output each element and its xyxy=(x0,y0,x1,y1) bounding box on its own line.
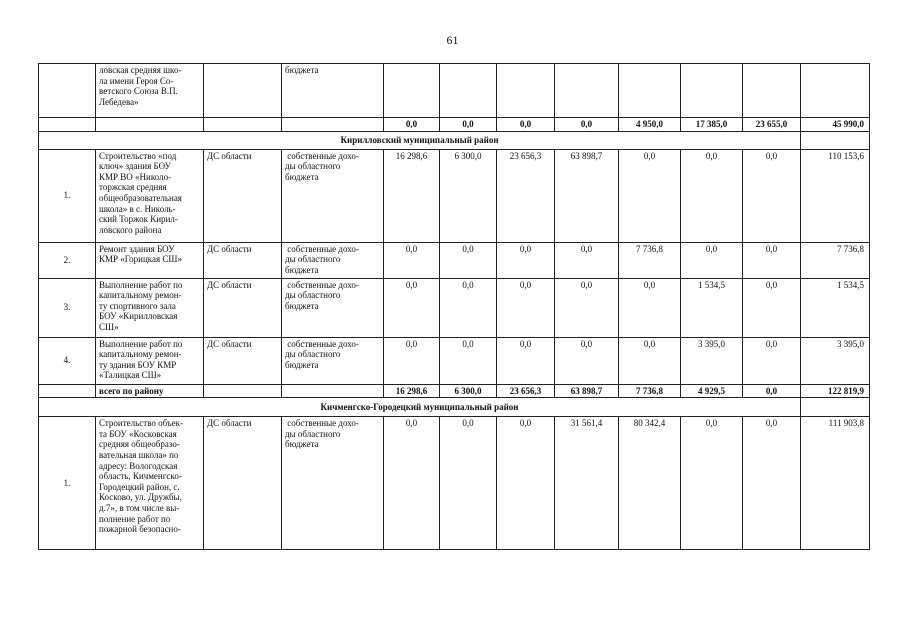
value: 0,0 xyxy=(440,278,497,337)
row-number: 3. xyxy=(39,278,96,337)
value: 0,0 xyxy=(743,417,801,550)
object-name-cell xyxy=(96,337,204,384)
value: 3 395,0 xyxy=(681,337,743,384)
value: 3 395,0 xyxy=(801,337,870,384)
customer: ДС области xyxy=(204,149,282,242)
value-cell xyxy=(619,64,681,118)
value: 0,0 xyxy=(619,149,681,242)
total-value: 0,0 xyxy=(440,118,497,132)
object-name: Выполнение работ по капитальному ремон- ту спортивного зала БОУ «Кирилловская СШ» xyxy=(99,279,183,332)
value: 1 534,5 xyxy=(801,278,870,337)
value: 0,0 xyxy=(743,149,801,242)
value: 80 342,4 xyxy=(619,417,681,550)
empty-cell xyxy=(801,398,870,417)
table-row xyxy=(39,242,870,278)
page-number: 61 xyxy=(446,33,459,47)
table-row xyxy=(39,417,870,550)
object-name: ловская средняя шко- ла имени Героя Со- ветского Союза В.П. Лебедева» xyxy=(99,65,182,107)
source-cell xyxy=(282,417,384,550)
object-name: Ремонт здания БОУ КМР «Горицкая СШ» xyxy=(99,243,183,265)
value: 0,0 xyxy=(619,337,681,384)
budget-table xyxy=(38,63,870,550)
empty-cell xyxy=(282,384,384,398)
object-name-cell xyxy=(96,242,204,278)
object-name-cell xyxy=(96,149,204,242)
funding-source: собственные дохо- ды областного бюджета xyxy=(285,150,359,182)
table-row xyxy=(39,337,870,384)
continuation-row xyxy=(39,64,870,118)
total-value: 23 655,0 xyxy=(743,118,801,132)
source-cell xyxy=(282,64,384,118)
funding-source: собственные дохо- ды областного бюджета xyxy=(285,418,359,450)
section-header-row xyxy=(39,131,870,149)
value: 0,0 xyxy=(681,417,743,550)
value: 111 903,8 xyxy=(801,417,870,550)
object-name-cell xyxy=(96,278,204,337)
value: 0,0 xyxy=(440,417,497,550)
value: 0,0 xyxy=(555,242,619,278)
total-value: 6 300,0 xyxy=(440,384,497,398)
value-cell xyxy=(681,64,743,118)
value: 63 898,7 xyxy=(555,149,619,242)
total-value: 0,0 xyxy=(555,118,619,132)
value: 0,0 xyxy=(619,278,681,337)
value-cell xyxy=(384,64,440,118)
object-name: Строительство объек- та БОУ «Косковская средняя общеобразо- вательная школа» по адресу: Вологодская область, Кичменгско- Городецкий район, с. Косково, ул. Дружбы, д.7», в том числе вы- полнение работ по пожарной безопасно- xyxy=(99,418,184,535)
value: 6 300,0 xyxy=(440,149,497,242)
total-value: 0,0 xyxy=(743,384,801,398)
object-name: Выполнение работ по капитальному ремон- ту здания БОУ КМР «Талицкая СШ» xyxy=(99,338,183,381)
value: 0,0 xyxy=(440,242,497,278)
customer-cell xyxy=(204,64,282,118)
source-cell xyxy=(282,242,384,278)
value: 0,0 xyxy=(497,278,555,337)
empty-cell xyxy=(801,131,870,149)
table-row xyxy=(39,149,870,242)
row-number: 1. xyxy=(39,417,96,550)
total-value: 45 990,0 xyxy=(801,118,870,132)
section-header-row xyxy=(39,398,870,417)
value: 0,0 xyxy=(743,337,801,384)
customer: ДС области xyxy=(204,242,282,278)
value: 1 534,5 xyxy=(681,278,743,337)
customer: ДС области xyxy=(204,337,282,384)
value: 0,0 xyxy=(681,242,743,278)
value: 31 561,4 xyxy=(555,417,619,550)
value: 0,0 xyxy=(384,417,440,550)
value: 0,0 xyxy=(497,417,555,550)
value: 7 736,8 xyxy=(619,242,681,278)
total-label: всего по району xyxy=(96,384,204,398)
object-name-cell xyxy=(96,417,204,550)
value: 0,0 xyxy=(384,337,440,384)
object-name-cell xyxy=(96,64,204,118)
value: 0,0 xyxy=(384,278,440,337)
empty-cell xyxy=(282,118,384,132)
table-row xyxy=(39,278,870,337)
value-cell xyxy=(555,64,619,118)
value: 0,0 xyxy=(743,242,801,278)
district-total-row xyxy=(39,384,870,398)
source-cell xyxy=(282,149,384,242)
value: 0,0 xyxy=(497,242,555,278)
total-value: 122 819,9 xyxy=(801,384,870,398)
value: 0,0 xyxy=(497,337,555,384)
funding-source: собственные дохо- ды областного бюджета xyxy=(285,279,359,311)
total-value: 23 656,3 xyxy=(497,384,555,398)
empty-cell xyxy=(39,118,96,132)
value: 23 656,3 xyxy=(497,149,555,242)
value: 7 736,8 xyxy=(801,242,870,278)
value: 0,0 xyxy=(681,149,743,242)
source-cell xyxy=(282,278,384,337)
total-value: 4 929,5 xyxy=(681,384,743,398)
total-value: 17 385,0 xyxy=(681,118,743,132)
total-value: 7 736,8 xyxy=(619,384,681,398)
row-number: 1. xyxy=(39,149,96,242)
value: 110 153,6 xyxy=(801,149,870,242)
total-value: 0,0 xyxy=(497,118,555,132)
value: 0,0 xyxy=(384,242,440,278)
section-title: Кирилловский муниципальный район xyxy=(39,131,801,149)
funding-source: собственные дохо- ды областного бюджета xyxy=(285,338,359,370)
value: 0,0 xyxy=(555,337,619,384)
value-cell xyxy=(743,64,801,118)
row-number-cell xyxy=(39,64,96,118)
total-value: 0,0 xyxy=(384,118,440,132)
value: 16 298,6 xyxy=(384,149,440,242)
value-cell xyxy=(497,64,555,118)
total-value: 4 950,0 xyxy=(619,118,681,132)
value: 0,0 xyxy=(743,278,801,337)
source-cell xyxy=(282,337,384,384)
continuation-total-row xyxy=(39,118,870,132)
object-name: Строительство «под ключ» здания БОУ КМР ВО «Николо- торжская средняя общеобразовательная школа» в с. Николь- ский Торжок Кирил- ловского района xyxy=(99,150,182,235)
empty-cell xyxy=(204,384,282,398)
value: 0,0 xyxy=(440,337,497,384)
row-number: 2. xyxy=(39,242,96,278)
value-cell xyxy=(440,64,497,118)
customer: ДС области xyxy=(204,417,282,550)
customer: ДС области xyxy=(204,278,282,337)
funding-source: бюджета xyxy=(285,65,319,75)
row-number: 4. xyxy=(39,337,96,384)
section-title: Кичменгско-Городецкий муниципальный район xyxy=(39,398,801,417)
value: 0,0 xyxy=(555,278,619,337)
funding-source: собственные дохо- ды областного бюджета xyxy=(285,243,359,275)
empty-cell xyxy=(204,118,282,132)
empty-cell xyxy=(96,118,204,132)
total-value: 63 898,7 xyxy=(555,384,619,398)
value-cell xyxy=(801,64,870,118)
total-value: 16 298,6 xyxy=(384,384,440,398)
empty-cell xyxy=(39,384,96,398)
